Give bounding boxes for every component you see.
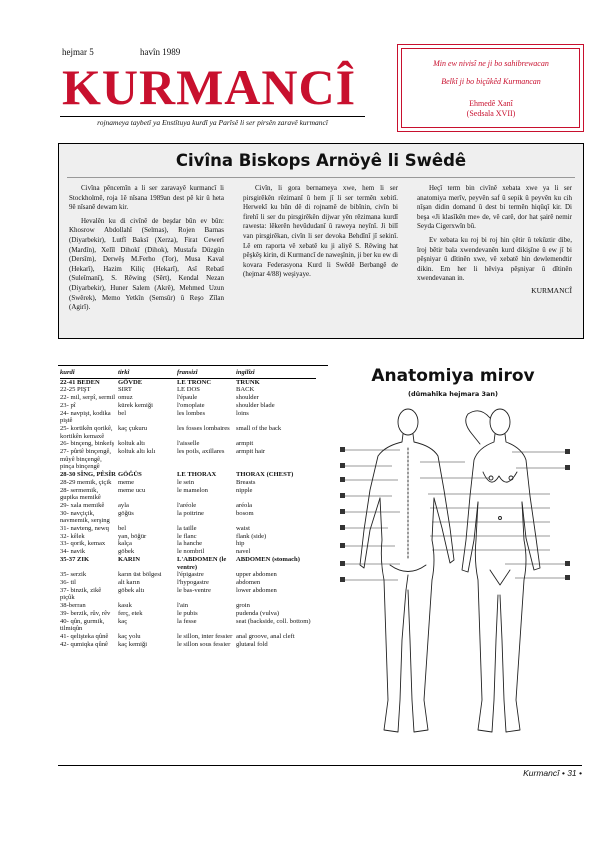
vocabulary-cell: le sillon sous fessier: [177, 640, 231, 648]
vocabulary-row: [60, 425, 316, 440]
vocabulary-section-row: [60, 378, 316, 386]
anatomy-subtitle: (dûmahîka hejmara 3an): [407, 390, 499, 398]
vocabulary-cell: THORAX (CHEST): [236, 471, 294, 479]
vocabulary-cell: les lombes: [177, 409, 206, 417]
vocabulary-cell: 36- til: [60, 578, 76, 586]
vocabulary-cell: flank (side): [236, 532, 267, 540]
vocabulary-cell: göbek altı: [118, 586, 145, 594]
vocabulary-cell: 28- sermemik, gupika memikê: [60, 486, 101, 502]
issue-number: hejmar 5: [62, 47, 94, 57]
vocabulary-cell: SIRT: [118, 386, 132, 394]
page-footer: Kurmancî • 31 •: [523, 768, 582, 778]
vocabulary-cell: 35- serzik: [60, 571, 87, 579]
vocabulary-cell: 23- pî: [60, 401, 76, 409]
vocabulary-cell: meme: [118, 478, 135, 486]
vocabulary-cell: navel: [236, 548, 251, 556]
vocabulary-cell: upper abdomen: [236, 571, 277, 579]
vocabulary-cell: pudenda (vulva): [236, 609, 280, 617]
article-column-3: [417, 184, 572, 296]
vocabulary-row: [60, 448, 316, 471]
vocabulary-cell: 41- qelişteka qûnê: [60, 632, 109, 640]
quote-box: [397, 44, 584, 132]
vocabulary-cell: yan, böğür: [118, 532, 147, 540]
vocabulary-cell: kasık: [118, 602, 132, 610]
vocabulary-header-cell: kurdî: [60, 369, 118, 378]
vocabulary-cell: shoulder blade: [236, 401, 275, 409]
vocabulary-cell: les poils, axillares: [177, 448, 225, 456]
article-column-2: [243, 184, 398, 280]
vocabulary-row: [60, 571, 316, 579]
vocabulary-cell: 32- kêlek: [60, 532, 85, 540]
vocabulary-cell: nipple: [236, 486, 253, 494]
masthead-tagline: rojnameya taybetî ya Enstîtuya kurdî ya Parîsê li ser pirsên zaravê kurmancî: [60, 116, 365, 127]
vocabulary-cell: lower abdomen: [236, 586, 277, 594]
article-paragraph: Civîn, li gora bernameya xwe, hem li ser pirsgirêkên rêzimanî û hem jî li ser termên xebitî. Herwekî ku hûn dê di rojnamê de bibînin, civîn bi firehî li ser du pirsgirêkên dijwar yên rêzimana kurdî rawesta: lêkerên hevûdudanî û raweya neyînî. Ji bilî van pirsgirêkan, civîn li ser devoka Behdînî jî sekinî. Lê em raporta vê xebatê ku ji aliyê S. Rêwing hat pêşkêş kirin, di Kurmancî de naweşînin, ji ber ku ew di kovara Federasyona Kurd li Swêdê Berbangê de (hejmar 4/88) weşiyaye.: [243, 184, 398, 279]
vocabulary-cell: groin: [236, 602, 250, 610]
vocabulary-row: [60, 618, 316, 633]
article-paragraph: Hevalên ku di civînê de beşdar bûn ev bûn: Khosrow Abdollahî (Selmas), Rojen Barnas (Diyarbekir), Lutfî Baksî (Xerza), Firat Cewerî (Mardîn), Xelîl Dihokî (Dihok), Mustafa Düzgün (Dersîm), Derwêş M.Ferho (Tor), Musa Kaval (Hekarî), Hazim Kiliç (Hekarî), Asî Rebatî (Suleîmanî), S. Rêwing (Sêrt), Kendal Nezan (Diyarbekir), Huner Salem (Akrê), Mehmed Uzun (Swêrek), Memo Yetkîn (Semsûr) û Reşo Zîlan (Agirî).: [69, 216, 224, 312]
vocabulary-table: [60, 369, 316, 648]
vocabulary-cell: bosom: [236, 509, 254, 517]
vocabulary-cell: l'aisselle: [177, 440, 200, 448]
vocabulary-cell: abdomen: [236, 578, 261, 586]
article-paragraph: Ev xebata ku roj bi roj hin çêtir û tekûztir dibe, îroj bêtir bala xwendevanên kurd dikişîne û ew jî bi pêşniyar û dîtinên xwe, vê xebatê hin dewlemendtir dikin. Em her li hêviya pêşniyar û dîtinên xwendevanan in.: [417, 235, 572, 283]
vocabulary-row: [60, 641, 316, 649]
vocabulary-cell: l'hypogastre: [177, 578, 209, 586]
vocabulary-cell: kaç yolu: [118, 632, 141, 640]
vocabulary-cell: 22-25 PIŞT: [60, 386, 91, 394]
vocabulary-cell: 22- mil, serpî, sermil: [60, 394, 116, 402]
vocabulary-cell: koltuk altı: [118, 440, 145, 448]
vocabulary-row: [60, 394, 316, 402]
vocabulary-cell: koltuk altı kılı: [118, 448, 156, 456]
vocabulary-cell: 26- binçeng, binkefş: [60, 440, 115, 448]
vocabulary-cell: armpit hair: [236, 448, 266, 456]
vocabulary-row: [60, 540, 316, 548]
vocabulary-cell: glutæal fold: [236, 640, 268, 648]
vocabulary-cell: 34- navik: [60, 548, 86, 556]
issue-date: havîn 1989: [140, 47, 181, 57]
vocabulary-cell: l'omoplate: [177, 401, 205, 409]
quote-source: (Sedsala XVII): [466, 109, 516, 118]
vocabulary-cell: l'aréole: [177, 501, 197, 509]
vocabulary-cell: l'épaule: [177, 394, 198, 402]
vocabulary-cell: alt karın: [118, 578, 140, 586]
vocabulary-cell: 24- navpişt, kodika piştê: [60, 409, 111, 425]
article-signature: KURMANCÎ: [531, 285, 572, 295]
vocabulary-cell: LE TRONC: [177, 378, 212, 386]
vocabulary-row: [60, 602, 316, 610]
vocabulary-cell: ayla: [118, 501, 129, 509]
vocabulary-row: [60, 610, 316, 618]
vocabulary-cell: 25- kortikên qorikê, kortikên kemaxê: [60, 424, 113, 440]
vocabulary-cell: armpit: [236, 440, 254, 448]
vocabulary-cell: le sillon, inter fessier: [177, 632, 233, 640]
anatomy-illustration: [340, 400, 580, 755]
vocabulary-cell: anal groove, anal cleft: [236, 632, 295, 640]
vocabulary-cell: GÖVDE: [118, 378, 143, 386]
vocabulary-cell: 28-29 memik, çiçik: [60, 478, 112, 486]
vocabulary-cell: kürek kemiği: [118, 401, 153, 409]
vocabulary-cell: le flanc: [177, 532, 197, 540]
article-column-1: [69, 184, 224, 313]
vocabulary-cell: 37- binzik, zikê piçûk: [60, 586, 102, 602]
vocabulary-cell: 42- qumiqka qûnê: [60, 640, 108, 648]
vocabulary-cell: göğüs: [118, 509, 134, 517]
article-title: Civîna Biskops Arnöyê li Swêdê: [175, 151, 467, 170]
vocabulary-row: [60, 487, 316, 502]
vocabulary-cell: LE THORAX: [177, 471, 217, 479]
article-paragraph: Civîna pêncemîn a li ser zaravayê kurmancî li Stockholmê, roja 1ê nîsana 1989an dest pê kir û heta 9ê nîsanê dewam kir.: [69, 184, 224, 212]
vocabulary-cell: kalça: [118, 540, 132, 548]
vocabulary-cell: l'épigastre: [177, 571, 204, 579]
vocabulary-row: [60, 479, 316, 487]
vocabulary-header-cell: ingilîzî: [236, 369, 316, 378]
vocabulary-cell: 29- xala memikê: [60, 501, 105, 509]
vocabulary-row: [60, 510, 316, 525]
vocabulary-cell: la poitrine: [177, 509, 204, 517]
article-divider: [67, 177, 575, 178]
vocabulary-cell: GÖĞÜS: [118, 471, 142, 479]
vocabulary-cell: le sein: [177, 478, 195, 486]
vocabulary-cell: le nombril: [177, 548, 205, 556]
masthead-logo: KURMANCÎ: [62, 59, 357, 115]
vocabulary-header-cell: fransizî: [177, 369, 236, 378]
vocabulary-cell: seat (backside, coll. bottom): [236, 617, 311, 625]
vocabulary-row: [60, 402, 316, 410]
vocabulary-row: [60, 533, 316, 541]
vocabulary-section-row: [60, 556, 316, 571]
vocabulary-cell: KARIN: [118, 555, 140, 563]
vocabulary-cell: 40- qûn, gurmik, tilmiqûn: [60, 617, 105, 633]
vocabulary-cell: hip: [236, 540, 245, 548]
vocabulary-cell: ferç, etek: [118, 609, 143, 617]
article-box: [58, 143, 584, 339]
footer-rule: [58, 765, 582, 766]
vocabulary-row: [60, 502, 316, 510]
vocabulary-cell: L'ABDOMEN (le ventre): [177, 555, 227, 571]
vocabulary-section-row: [60, 471, 316, 479]
vocabulary-cell: le mamelon: [177, 486, 208, 494]
vocabulary-cell: l'ain: [177, 602, 189, 610]
vocabulary-cell: meme ucu: [118, 486, 146, 494]
vocabulary-cell: 30- navçiçik, navmemik, serşing: [60, 509, 110, 525]
vocabulary-row: [60, 633, 316, 641]
vocabulary-cell: 38-berran: [60, 602, 86, 610]
vocabulary-cell: kaç çukuru: [118, 424, 148, 432]
vocabulary-cell: karın üst bölgesi: [118, 571, 162, 579]
vocabulary-cell: 28-30 SÎNG, PÊSÎR: [60, 471, 116, 479]
vocabulary-header-cell: tirkî: [118, 369, 177, 378]
vocabulary-cell: la fesse: [177, 617, 197, 625]
vocabulary-cell: waist: [236, 525, 250, 533]
vocabulary-cell: kaç kemiği: [118, 640, 148, 648]
vocabulary-cell: LE DOS: [177, 386, 200, 394]
vocabulary-row: [60, 410, 316, 425]
article-paragraph: Heçî term bin civînê xebata xwe ya li ser anatomiya merîv, peyvên saf û sepik û peyvên ku cih nîşan didin domand û dest bi termên hiqûqî kir. Di beşa «Ji klasîkên me» de, vê carê, dor hat şairê nemir Seyda Cigerxwîn bû.: [417, 184, 572, 231]
vocabulary-cell: 31- navteng, newq: [60, 525, 109, 533]
vocabulary-cell: ABDOMEN (stomach): [236, 555, 300, 563]
front-figure-outline: [462, 409, 540, 732]
vocabulary-cell: le bas-ventre: [177, 586, 211, 594]
vocabulary-cell: small of the back: [236, 424, 282, 432]
vocabulary-cell: les fosses lombaires: [177, 424, 230, 432]
vocabulary-row: [60, 548, 316, 556]
vocabulary-row: [60, 386, 316, 394]
quote-author: Ehmedê Xanî: [469, 99, 513, 108]
vocabulary-cell: Breasts: [236, 478, 256, 486]
vocabulary-row: [60, 525, 316, 533]
vocabulary-cell: bel: [118, 409, 127, 417]
vocabulary-cell: la hanche: [177, 540, 203, 548]
vocabulary-cell: bel: [118, 525, 127, 533]
vocabulary-header-row: [60, 369, 316, 378]
vocabulary-cell: loins: [236, 409, 249, 417]
vocabulary-cell: omuz: [118, 394, 133, 402]
vocabulary-row: [60, 440, 316, 448]
vocabulary-cell: la taille: [177, 525, 197, 533]
quote-line-2: Belkî ji bo biçûkêd Kurmancan: [441, 77, 541, 86]
vocabulary-cell: BACK: [236, 386, 255, 394]
quote-line-1: Min ew nivisî ne ji bo sahibrewacan: [433, 59, 549, 68]
vocabulary-row: [60, 579, 316, 587]
vocabulary-cell: 39- berzik, rûv, rêv: [60, 609, 111, 617]
vocabulary-cell: le pubis: [177, 609, 198, 617]
anatomy-title: Anatomiya mirov: [371, 366, 535, 386]
vocabulary-row: [60, 587, 316, 602]
vocabulary-top-rule: [58, 365, 328, 366]
vocabulary-cell: 33- qorik, kemax: [60, 540, 106, 548]
vocabulary-cell: shoulder: [236, 394, 259, 402]
vocabulary-cell: kaç: [118, 617, 128, 625]
vocabulary-cell: aréola: [236, 501, 253, 509]
vocabulary-cell: göbek: [118, 548, 135, 556]
vocabulary-cell: 27- pûrtê binçengê, mûyê binçengê, pinça binçengê: [60, 448, 112, 471]
vocabulary-cell: 22-41 BEDEN: [60, 378, 100, 386]
back-figure-outline: [360, 409, 454, 732]
vocabulary-cell: TRUNK: [236, 378, 260, 386]
vocabulary-cell: 35-37 ZIK: [60, 555, 90, 563]
